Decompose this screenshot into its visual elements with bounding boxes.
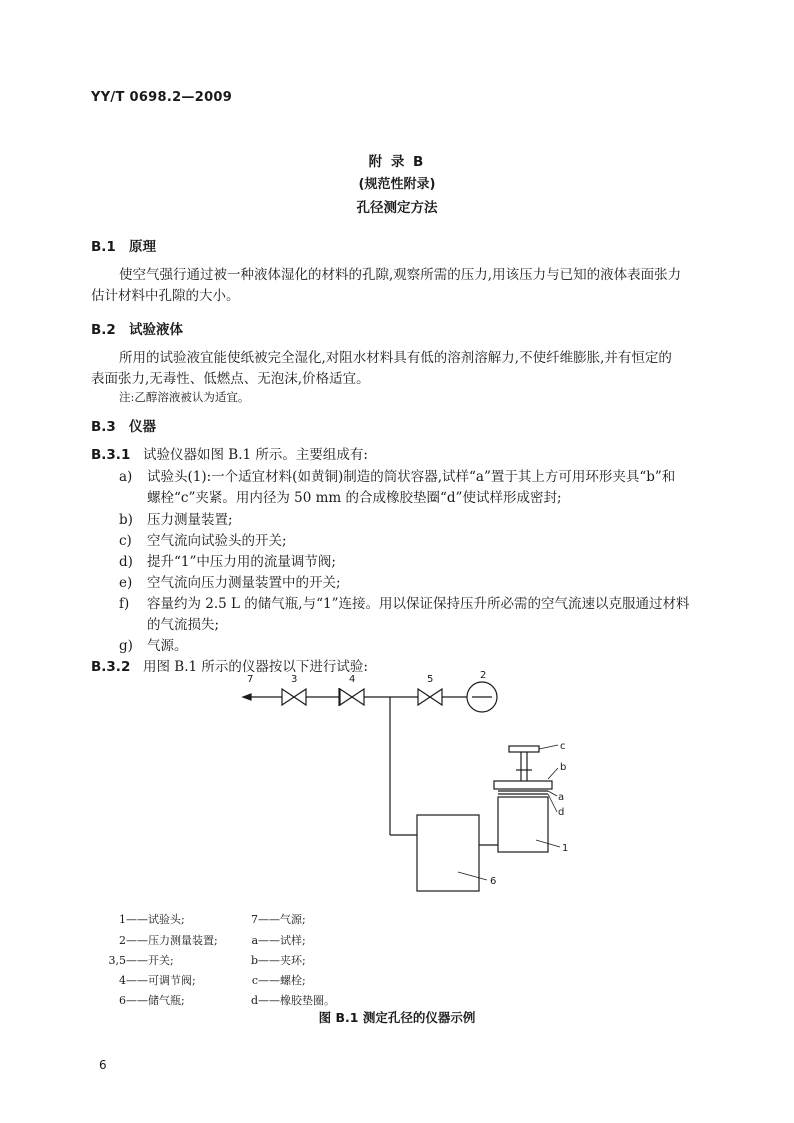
legend-dash: —— — [258, 934, 280, 947]
legend-value: 试样; — [280, 934, 306, 947]
air-source-arrow — [243, 694, 251, 700]
legend-value: 可调节阀; — [148, 974, 196, 987]
clause-number: B.3.2 — [91, 659, 131, 675]
clause-text: 用图 B.1 所示的仪器按以下进行试验: — [143, 659, 368, 675]
legend-row — [100, 932, 218, 948]
leader-c — [539, 745, 558, 749]
list-item-label: d) — [119, 554, 133, 570]
list-item-text: 提升“1”中压力用的流量调节阀; — [147, 554, 336, 570]
legend-key: b — [250, 954, 258, 967]
list-item-label: f) — [119, 596, 130, 612]
legend-key: 4 — [119, 974, 126, 987]
leader-a — [548, 791, 557, 796]
legend-dash: —— — [258, 974, 280, 987]
list-item-continuation: 的气流损失; — [147, 617, 220, 633]
list-item-label: e) — [119, 575, 133, 591]
legend-value: 压力测量装置; — [148, 934, 218, 947]
leader-b — [548, 768, 558, 779]
legend-value: 橡胶垫圈。 — [280, 994, 335, 1007]
clause-number: B.3.1 — [91, 447, 131, 463]
legend-value: 储气瓶; — [148, 994, 185, 1007]
label-2: 2 — [480, 670, 487, 681]
section-number: B.1 — [91, 239, 116, 255]
legend-value: 螺栓; — [280, 974, 306, 987]
legend-row — [100, 911, 185, 927]
label-1: 1 — [562, 843, 569, 854]
legend-key: d — [250, 994, 258, 1007]
legend-dash: —— — [258, 954, 280, 967]
annex-subject: 孔径测定方法 — [356, 200, 438, 216]
legend-value: 夹环; — [280, 954, 306, 967]
test-head — [498, 797, 548, 852]
legend-row — [100, 992, 185, 1008]
list-item-label: g) — [119, 638, 133, 654]
label-b: b — [560, 762, 567, 773]
figure-caption: 图 B.1 测定孔径的仪器示例 — [318, 1010, 476, 1025]
legend-value: 试验头; — [148, 913, 185, 926]
page-number: 6 — [99, 1058, 107, 1072]
section-title: 原理 — [129, 239, 156, 255]
list-item-text: 气源。 — [147, 638, 188, 654]
annex-type: (规范性附录) — [358, 177, 436, 192]
b2-note: 注:乙醇溶液被认为适宜。 — [119, 390, 250, 404]
label-d: d — [558, 807, 565, 818]
leader-d — [548, 794, 557, 812]
legend-key: 3,5 — [108, 954, 126, 967]
legend-key: a — [251, 934, 258, 947]
legend-key: 1 — [119, 913, 126, 926]
annex-title: 附 录 B — [368, 154, 426, 170]
switch-valve-5 — [418, 689, 442, 705]
list-item-text: 容量约为 2.5 L 的储气瓶,与“1”连接。用以保证保持压升所必需的空气流速以克服通过材料 — [147, 596, 690, 612]
adjustable-valve-4 — [340, 689, 364, 705]
standard-number: YY/T 0698.2—2009 — [91, 90, 233, 105]
legend-dash: —— — [258, 994, 280, 1007]
list-item-text: 空气流向试验头的开关; — [147, 533, 287, 549]
legend-value: 开关; — [148, 954, 174, 967]
b1-text-line2: 估计材料中孔隙的大小。 — [91, 288, 240, 304]
list-item-text: 试验头(1):一个适宜材料(如黄铜)制造的筒状容器,试样“a”置于其上方可用环形夹具“b”和 — [147, 469, 676, 485]
legend-dash: —— — [126, 934, 148, 947]
legend-key: c — [251, 974, 258, 987]
b2-text-line2: 表面张力,无毒性、低燃点、无泡沫,价格适宜。 — [91, 371, 370, 387]
legend-row — [100, 972, 196, 988]
legend-dash: —— — [126, 974, 148, 987]
switch-valve-3 — [282, 689, 306, 705]
legend-row — [246, 932, 306, 948]
legend-value: 气源; — [280, 913, 306, 926]
legend-dash: —— — [126, 994, 148, 1007]
list-item-continuation: 螺栓“c”夹紧。用内径为 50 mm 的合成橡胶垫圈“d”使试样形成密封; — [147, 490, 562, 506]
label-6: 6 — [490, 876, 497, 887]
legend-key: 6 — [119, 994, 126, 1007]
legend-row — [246, 972, 306, 988]
section-title: 试验液体 — [129, 322, 183, 338]
gas-reservoir — [417, 815, 479, 891]
clause-text: 试验仪器如图 B.1 所示。主要组成有: — [143, 447, 368, 463]
legend-row — [246, 992, 335, 1008]
legend-row — [246, 911, 306, 927]
section-title: 仪器 — [129, 419, 156, 435]
label-5: 5 — [427, 674, 434, 685]
screw-handle — [509, 746, 539, 752]
label-7: 7 — [247, 674, 254, 685]
label-4: 4 — [349, 674, 356, 685]
label-3: 3 — [291, 674, 298, 685]
list-item-label: a) — [119, 469, 133, 485]
clamp-ring — [494, 781, 552, 789]
legend-key: 2 — [119, 934, 126, 947]
b1-text-line1: 使空气强行通过被一种液体湿化的材料的孔隙,观察所需的压力,用该压力与已知的液体表面张力 — [119, 267, 682, 283]
legend-row — [100, 952, 174, 968]
legend-key: 7 — [251, 913, 258, 926]
legend-dash: —— — [126, 913, 148, 926]
list-item-label: c) — [119, 533, 132, 549]
label-a: a — [558, 792, 565, 803]
legend-row — [246, 952, 306, 968]
label-c: c — [560, 741, 566, 752]
section-number: B.3 — [91, 419, 116, 435]
list-item-label: b) — [119, 512, 133, 528]
legend-dash: —— — [258, 913, 280, 926]
list-item-text: 空气流向压力测量装置中的开关; — [147, 575, 341, 591]
section-number: B.2 — [91, 322, 116, 338]
legend-dash: —— — [126, 954, 148, 967]
b2-text-line1: 所用的试验液宜能使纸被完全湿化,对阻水材料具有低的溶剂溶解力,不使纤维膨胀,并有恒定的 — [119, 350, 672, 366]
list-item-text: 压力测量装置; — [147, 512, 233, 528]
